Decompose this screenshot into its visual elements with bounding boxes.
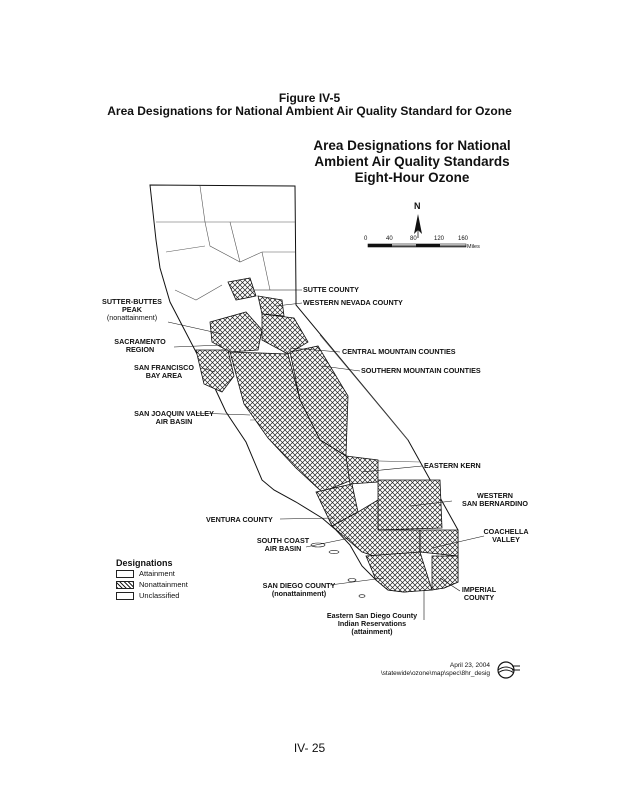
label-sacramento-2: REGION: [125, 345, 155, 354]
label-coachella-2: VALLEY: [492, 535, 520, 544]
label-sf-1: SAN FRANCISCO: [134, 363, 194, 372]
label-western-sb-1: WESTERN: [477, 491, 513, 500]
figure-number: Figure IV-5: [278, 91, 341, 105]
map-footer: [330, 662, 490, 678]
label-western-san-bernardino: [450, 492, 540, 508]
label-south-coast-2: AIR BASIN: [264, 544, 302, 553]
label-san-diego-2: (nonattainment): [271, 589, 327, 598]
label-sacramento-1: SACRAMENTO: [114, 337, 166, 346]
label-eastern-sd-2: Indian Reservations: [337, 619, 407, 628]
north-label: N: [414, 201, 421, 211]
label-eastern-sd-1: Eastern San Diego County: [326, 611, 418, 620]
scale-unit: Miles: [467, 244, 480, 250]
legend-title: Designations: [116, 558, 173, 568]
legend-item-unclassified: [116, 590, 216, 601]
legend-item-attainment: [116, 568, 216, 579]
label-eastern-san-diego: [316, 612, 428, 636]
label-sacramento-region: [110, 338, 170, 354]
label-western-sb-2: SAN BERNARDINO: [462, 499, 528, 508]
label-sutter-buttes-3: (nonattainment): [106, 313, 158, 322]
legend: [116, 558, 216, 601]
label-sf-2: BAY AREA: [145, 371, 183, 380]
label-coachella-1: COACHELLA: [483, 527, 529, 536]
label-imperial-county: [454, 586, 504, 602]
map-title-line-2: Ambient Air Quality Standards: [314, 154, 510, 169]
scale-labels: [364, 236, 484, 244]
label-imperial-2: COUNTY: [463, 593, 495, 602]
page-number: IV- 25: [293, 741, 326, 755]
legend-label-unclassified: Unclassified: [139, 591, 180, 600]
label-southern-mountain: SOUTHERN MOUNTAIN COUNTIES: [361, 366, 481, 375]
label-sutter-buttes: [94, 298, 170, 322]
label-sjv-1: SAN JOAQUIN VALLEY: [134, 409, 214, 418]
label-south-coast-1: SOUTH COAST: [256, 536, 310, 545]
north-arrow: [414, 214, 422, 238]
label-san-diego-county: [262, 582, 336, 598]
scale-tick-40: 40: [386, 236, 393, 242]
map-date: April 23, 2004: [449, 662, 490, 669]
coachella-region: [420, 530, 458, 556]
legend-label-attainment: Attainment: [139, 569, 175, 578]
label-south-coast: [248, 537, 318, 553]
scale-tick-120: 120: [434, 236, 445, 242]
label-sutter-buttes-1: SUTTER-BUTTES: [102, 297, 162, 306]
map-title-line-3: Eight-Hour Ozone: [354, 170, 470, 185]
map-path: \statewide\ozone\map\spec\8hr_desig: [380, 670, 490, 677]
label-eastern-kern: EASTERN KERN: [424, 461, 481, 470]
map-title-line-1: Area Designations for National: [313, 138, 511, 153]
legend-swatch-unclassified: [116, 592, 134, 600]
label-sf-bay-area: [126, 364, 202, 380]
label-sutter-buttes-2: PEAK: [122, 305, 142, 314]
scale-tick-80: 80: [410, 236, 417, 242]
label-imperial-1: IMPERIAL: [461, 585, 497, 594]
label-san-joaquin-valley: [124, 410, 224, 426]
label-sutter-county: SUTTE COUNTY: [303, 285, 359, 294]
imperial-region: [432, 556, 458, 590]
scale-bar: [368, 244, 466, 247]
legend-item-nonattainment: [116, 579, 216, 590]
san-diego-region: [366, 552, 432, 592]
label-coachella-valley: [478, 528, 534, 544]
label-ventura-county: VENTURA COUNTY: [206, 515, 273, 524]
western-sb-region: [378, 480, 442, 530]
label-western-nevada-county: WESTERN NEVADA COUNTY: [303, 298, 403, 307]
legend-label-nonattainment: Nonattainment: [139, 580, 188, 589]
nonattainment-regions: [196, 278, 458, 592]
legend-swatch-attainment: [116, 570, 134, 578]
label-sjv-2: AIR BASIN: [155, 417, 193, 426]
label-eastern-sd-3: (attainment): [351, 627, 393, 636]
scale-tick-160: 160: [458, 236, 469, 242]
legend-swatch-nonattainment: [116, 581, 134, 589]
agency-logo-icon: [492, 660, 522, 680]
figure-title: Area Designations for National Ambient Air Quality Standard for Ozone: [107, 104, 512, 118]
eastern-kern-region: [346, 456, 378, 484]
scale-tick-0: 0: [364, 236, 368, 242]
label-central-mountain: CENTRAL MOUNTAIN COUNTIES: [342, 347, 456, 356]
label-san-diego-1: SAN DIEGO COUNTY: [262, 581, 336, 590]
